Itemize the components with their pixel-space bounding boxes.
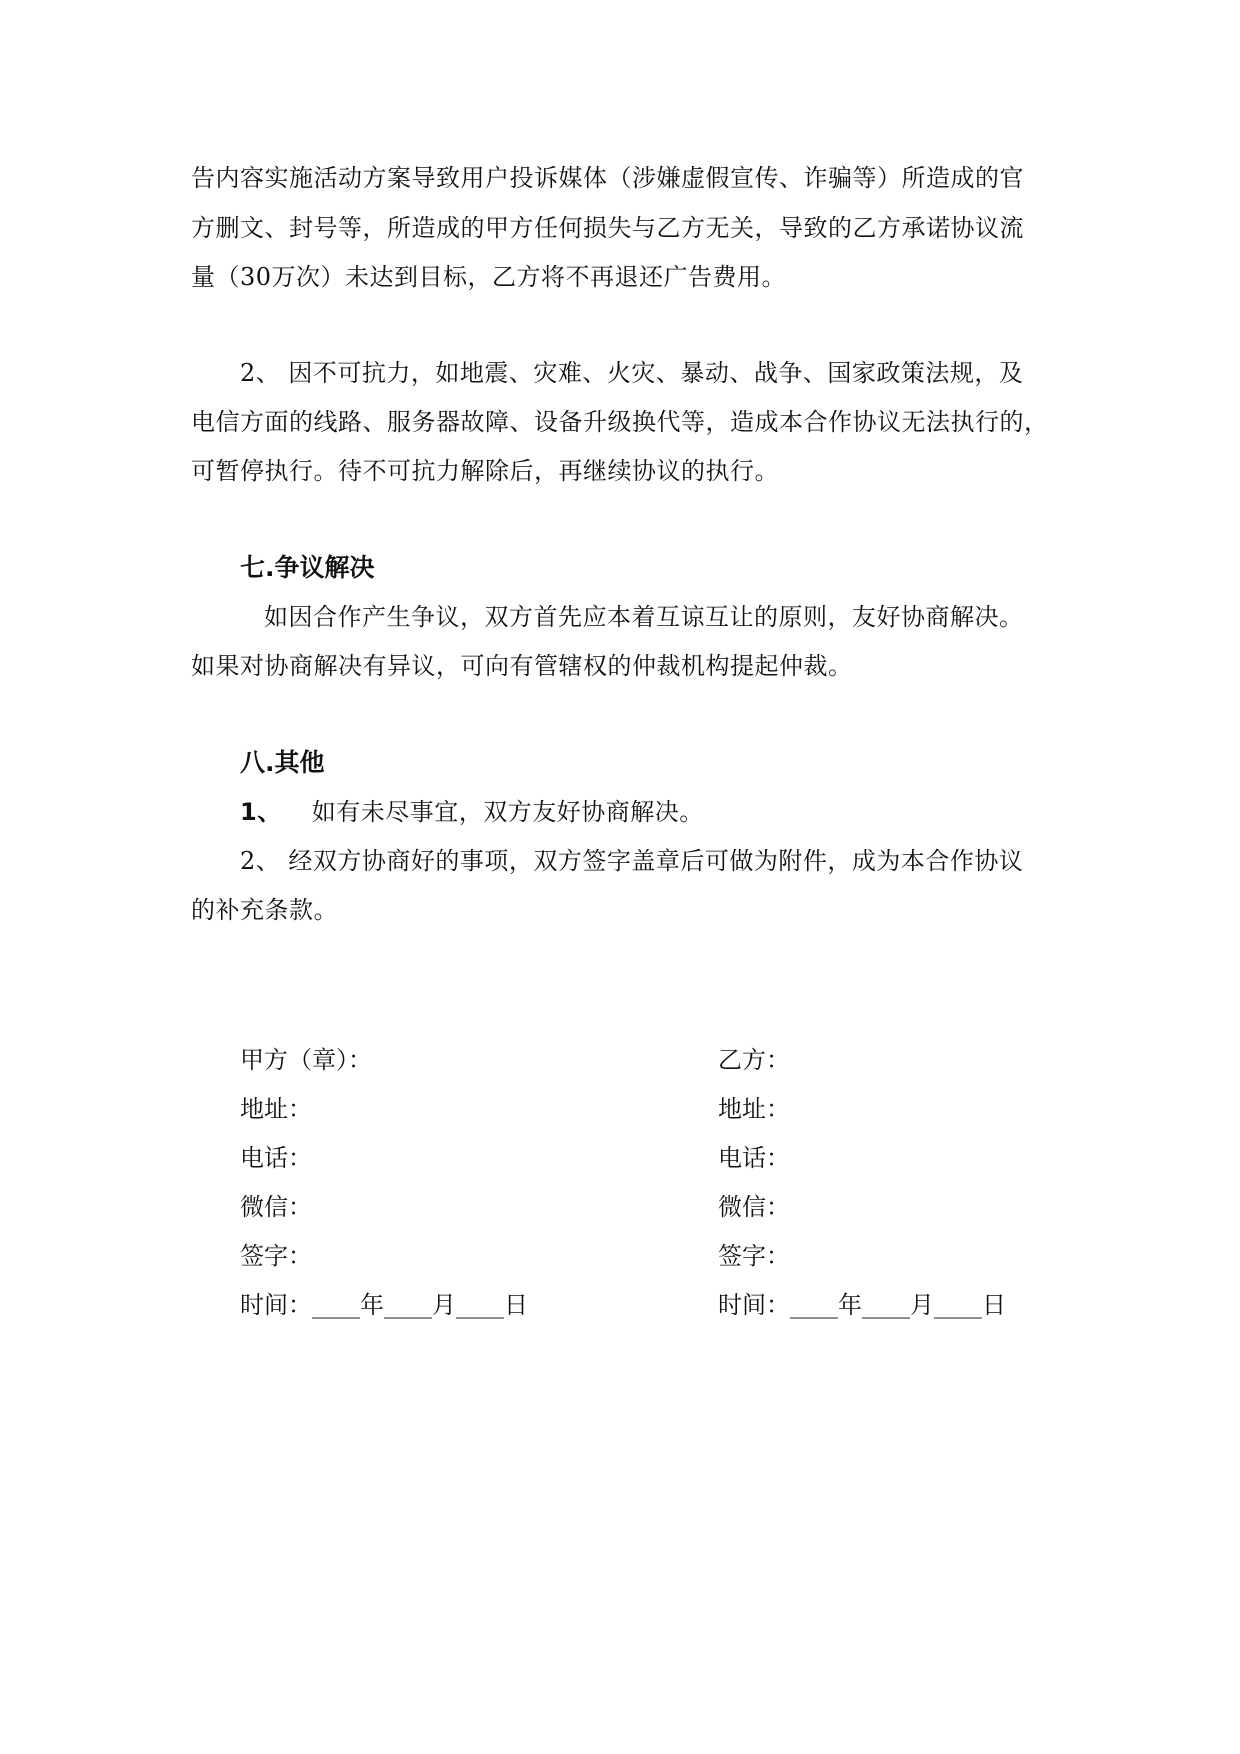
party-a-wechat: 微信： [240, 1193, 312, 1221]
paragraph-line: 2、 因不可抗力，如地震、灾难、火灾、暴动、战争、国家政策法规，及 [240, 359, 1024, 387]
party-a-phone: 电话： [240, 1144, 312, 1172]
paragraph-line: 电信方面的线路、服务器故障、设备升级换代等，造成本合作协议无法执行的， [191, 408, 1049, 436]
party-a-title: 甲方（章）： [240, 1046, 372, 1074]
party-b-phone: 电话： [718, 1144, 790, 1172]
paragraph-line: 量（30万次）未达到目标，乙方将不再退还广告费用。 [191, 263, 787, 291]
paragraph-line: 2、 经双方协商好的事项，双方签字盖章后可做为附件，成为本合作协议 [240, 847, 1024, 875]
party-b-date: 时间：____年____月____日 [718, 1291, 1006, 1319]
section-heading-dispute: 七.争议解决 [240, 553, 375, 582]
paragraph-line: 的补充条款。 [191, 896, 338, 924]
list-item [240, 797, 704, 827]
party-a-sign: 签字： [240, 1242, 312, 1270]
party-b-sign: 签字： [718, 1242, 790, 1270]
list-item-number: 1、 [240, 798, 282, 826]
paragraph-line: 如果对协商解决有异议，可向有管辖权的仲裁机构提起仲裁。 [191, 652, 853, 680]
party-b-address: 地址： [718, 1095, 790, 1123]
paragraph-line: 方删文、封号等，所造成的甲方任何损失与乙方无关，导致的乙方承诺协议流 [191, 214, 1024, 242]
party-b-title: 乙方： [718, 1046, 790, 1074]
paragraph-line: 可暂停执行。待不可抗力解除后，再继续协议的执行。 [191, 457, 779, 485]
party-a-date: 时间：____年____月____日 [240, 1291, 528, 1319]
section-heading-other: 八.其他 [240, 748, 325, 777]
paragraph-line: 如因合作产生争议，双方首先应本着互谅互让的原则，友好协商解决。 [264, 603, 1024, 631]
party-b-wechat: 微信： [718, 1193, 790, 1221]
party-a-address: 地址： [240, 1095, 312, 1123]
list-item-text: 如有未尽事宜，双方友好协商解决。 [311, 798, 704, 826]
paragraph-line: 告内容实施活动方案导致用户投诉媒体（涉嫌虚假宣传、诈骗等）所造成的官 [191, 164, 1024, 192]
